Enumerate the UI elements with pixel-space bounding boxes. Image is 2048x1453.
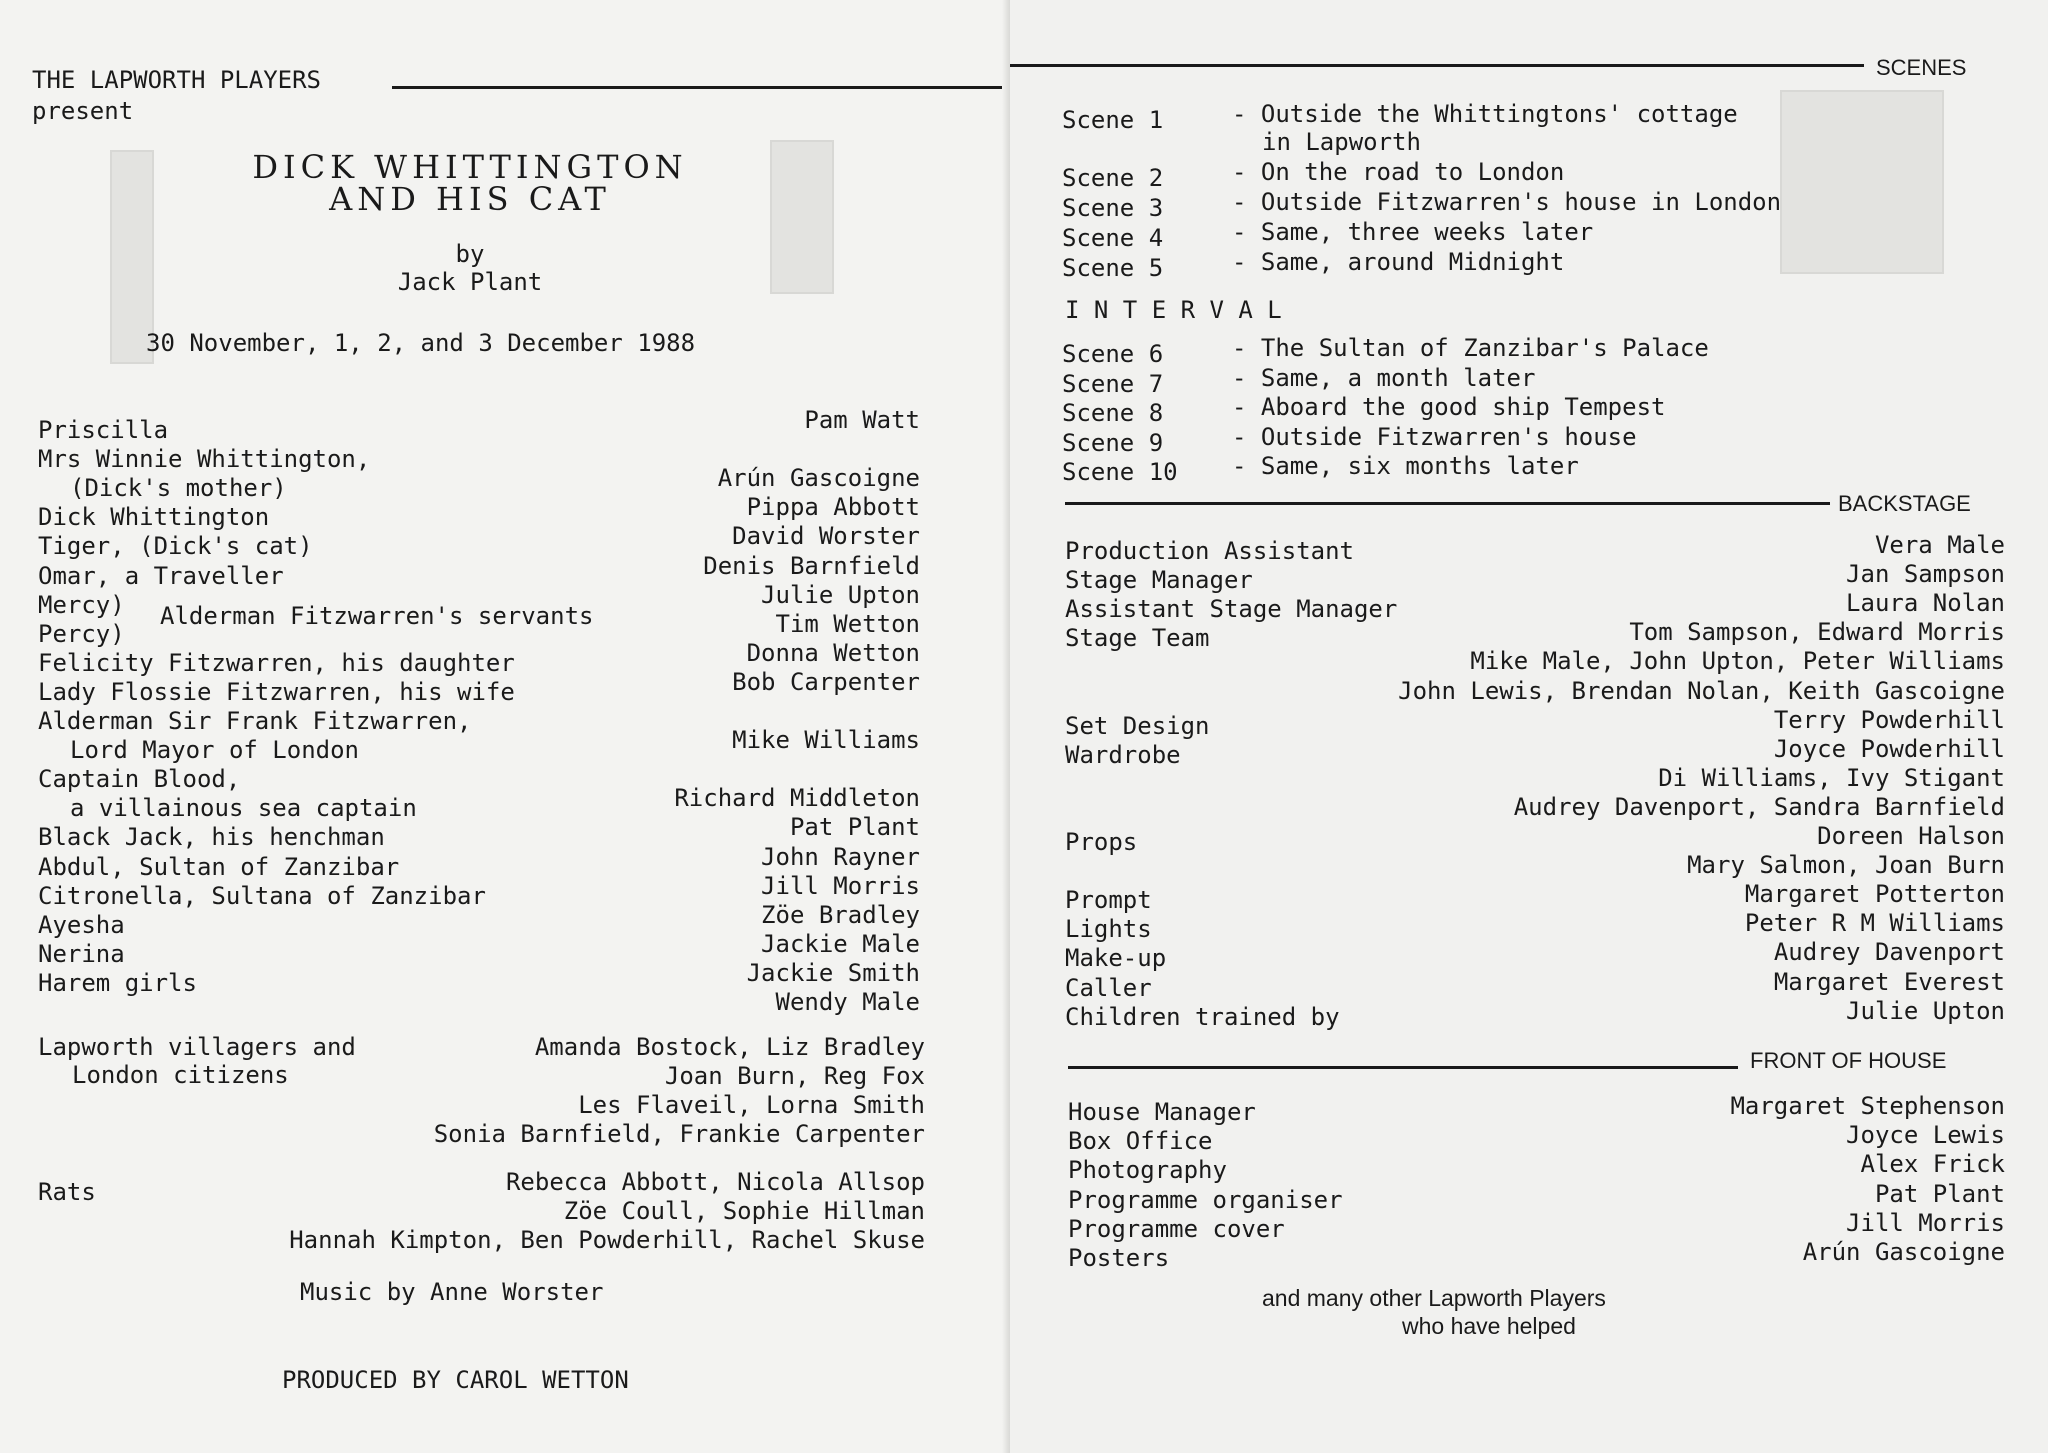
crew-names: Joyce Powderhill bbox=[1773, 734, 2005, 763]
crew-names: Julie Upton bbox=[1846, 996, 2005, 1025]
rats-label: Rats bbox=[38, 1178, 96, 1206]
crew-role: Stage Team bbox=[1065, 624, 1210, 653]
crew-names: John Lewis, Brendan Nolan, Keith Gascoigne bbox=[1398, 676, 2005, 705]
scene-label: Scene 1 bbox=[1062, 106, 1164, 134]
cast-actor: Pat Plant bbox=[789, 813, 920, 842]
scene-description: - Outside the Whittingtons' cottage bbox=[1232, 100, 1738, 128]
crew-role: Wardrobe bbox=[1065, 740, 1181, 769]
cast-role: Harem girls bbox=[38, 968, 197, 997]
scene-label: Scene 6 bbox=[1062, 340, 1164, 368]
company-name: THE LAPWORTH PLAYERS bbox=[32, 66, 321, 94]
cast-actor: Pippa Abbott bbox=[746, 493, 920, 522]
foh-names: Joyce Lewis bbox=[1846, 1121, 2005, 1150]
scene-label: Scene 10 bbox=[1062, 458, 1178, 486]
cast-actor: Jackie Male bbox=[761, 929, 920, 958]
cast-role: Felicity Fitzwarren, his daughter bbox=[38, 648, 515, 677]
crew-names: Di Williams, Ivy Stigant bbox=[1658, 763, 2005, 792]
scene-description: - On the road to London bbox=[1232, 158, 1565, 186]
crew-role: Assistant Stage Manager bbox=[1065, 595, 1398, 624]
foh-names: Margaret Stephenson bbox=[1730, 1092, 2005, 1120]
scene-label: Scene 7 bbox=[1062, 369, 1164, 398]
scene-description: - Same, a month later bbox=[1232, 363, 1536, 392]
scene-description: - Aboard the good ship Tempest bbox=[1232, 393, 1666, 421]
scene-description: - Outside Fitzwarren's house in London bbox=[1232, 188, 1782, 216]
scenes-header: SCENES bbox=[1876, 55, 1967, 80]
closing-line: who have helped bbox=[1402, 1313, 1576, 1339]
crew-role: Stage Manager bbox=[1065, 566, 1253, 595]
cast-actor: Bob Carpenter bbox=[732, 667, 920, 696]
cast-actor: Tim Wetton bbox=[775, 609, 920, 638]
crew-role: Set Design bbox=[1065, 711, 1210, 740]
crew-names: Vera Male bbox=[1874, 531, 2005, 559]
crew-names: Tom Sampson, Edward Morris bbox=[1629, 618, 2005, 647]
rat-names: Hannah Kimpton, Ben Powderhill, Rachel Skuse bbox=[289, 1226, 925, 1254]
crew-names: Peter R M Williams bbox=[1744, 909, 2005, 938]
crew-names: Margaret Potterton bbox=[1744, 880, 2005, 909]
cast-actor: Wendy Male bbox=[775, 988, 920, 1016]
villager-names: Joan Burn, Reg Fox bbox=[664, 1062, 925, 1090]
villagers-label: Lapworth villagers and bbox=[38, 1033, 356, 1061]
scene-label: Scene 9 bbox=[1062, 428, 1164, 457]
play-title-line2: AND HIS CAT bbox=[329, 180, 611, 218]
performance-dates: 30 November, 1, 2, and 3 December 1988 bbox=[146, 329, 696, 357]
front-of-house-header: FRONT OF HOUSE bbox=[1750, 1048, 1947, 1073]
cast-actor: Mike Williams bbox=[732, 726, 920, 755]
scene-description: - Outside Fitzwarren's house bbox=[1232, 422, 1637, 451]
cast-role: Citronella, Sultana of Zanzibar bbox=[38, 881, 486, 910]
scene-description: - Same, three weeks later bbox=[1232, 218, 1594, 246]
backstage-header: BACKSTAGE bbox=[1838, 491, 1971, 516]
foh-role: Photography bbox=[1068, 1156, 1227, 1185]
foh-names: Pat Plant bbox=[1874, 1179, 2005, 1208]
villager-names: Sonia Barnfield, Frankie Carpenter bbox=[433, 1120, 925, 1148]
cast-actor: Richard Middleton bbox=[674, 784, 920, 813]
cast-actor: Zöe Bradley bbox=[761, 900, 920, 929]
crew-names: Mike Male, John Upton, Peter Williams bbox=[1470, 647, 2005, 676]
cast-role: Mrs Winnie Whittington, bbox=[38, 445, 371, 474]
scene-label: Scene 3 bbox=[1062, 194, 1164, 222]
cast-role: Priscilla bbox=[38, 416, 169, 444]
cast-role: Abdul, Sultan of Zanzibar bbox=[38, 852, 400, 881]
interval-text: I N T E R V A L bbox=[1065, 296, 1282, 324]
cast-actor: Arún Gascoigne bbox=[717, 464, 920, 493]
cast-role: Ayesha bbox=[38, 910, 125, 939]
foh-names: Jill Morris bbox=[1846, 1208, 2005, 1237]
cast-role: Captain Blood, bbox=[38, 765, 241, 794]
rat-names: Zöe Coull, Sophie Hillman bbox=[563, 1197, 925, 1225]
crew-role: Children trained by bbox=[1065, 1002, 1340, 1031]
foh-role: Box Office bbox=[1068, 1127, 1213, 1156]
scene-label: Scene 2 bbox=[1062, 164, 1164, 192]
foh-role: Programme cover bbox=[1068, 1214, 1285, 1243]
cast-role: (Dick's mother) bbox=[70, 474, 287, 503]
producer-credit: PRODUCED BY CAROL WETTON bbox=[282, 1366, 629, 1394]
present-text: present bbox=[32, 97, 134, 125]
villagers-label: London citizens bbox=[72, 1061, 289, 1089]
cast-role: Lady Flossie Fitzwarren, his wife bbox=[38, 677, 515, 706]
cast-role: Mercy) bbox=[38, 590, 125, 619]
foh-role: Programme organiser bbox=[1068, 1185, 1343, 1214]
crew-role: Lights bbox=[1065, 915, 1152, 944]
cast-actor: John Rayner bbox=[761, 842, 920, 871]
author: Jack Plant bbox=[397, 268, 543, 296]
cast-actor: Denis Barnfield bbox=[703, 551, 920, 580]
scene-description: in Lapworth bbox=[1262, 128, 1421, 156]
cast-role: Black Jack, his henchman bbox=[38, 823, 385, 852]
crew-role: Prompt bbox=[1065, 886, 1152, 915]
scenes-rule bbox=[1010, 64, 1864, 67]
scene-label: Scene 8 bbox=[1062, 399, 1164, 427]
crew-names: Audrey Davenport, Sandra Barnfield bbox=[1513, 792, 2005, 821]
foh-role: House Manager bbox=[1068, 1098, 1256, 1126]
foh-role: Posters bbox=[1068, 1244, 1170, 1272]
cast-actor: Donna Wetton bbox=[746, 638, 920, 667]
crew-names: Terry Powderhill bbox=[1773, 705, 2005, 734]
cast-role: Percy) bbox=[38, 619, 125, 648]
cast-role: a villainous sea captain bbox=[70, 794, 417, 823]
crew-role: Make-up bbox=[1065, 944, 1167, 973]
foh-names: Arún Gascoigne bbox=[1802, 1238, 2005, 1266]
cast-role: Alderman Sir Frank Fitzwarren, bbox=[38, 707, 472, 735]
scene-description: - The Sultan of Zanzibar's Palace bbox=[1232, 334, 1709, 362]
scene-description: - Same, around Midnight bbox=[1232, 248, 1565, 276]
play-title-line1: DICK WHITTINGTON bbox=[252, 148, 688, 186]
crew-names: Laura Nolan bbox=[1846, 589, 2005, 618]
cast-actor: Julie Upton bbox=[761, 580, 920, 609]
servants-label: Alderman Fitzwarren's servants bbox=[160, 602, 594, 630]
crew-names: Margaret Everest bbox=[1773, 967, 2005, 996]
crew-role: Production Assistant bbox=[1065, 537, 1354, 565]
crew-names: Doreen Halson bbox=[1817, 822, 2005, 850]
crew-role: Caller bbox=[1065, 973, 1152, 1002]
scene-label: Scene 4 bbox=[1062, 224, 1164, 252]
header-rule bbox=[392, 86, 1010, 89]
scene-label: Scene 5 bbox=[1062, 254, 1164, 282]
left-page bbox=[0, 0, 1010, 1453]
villager-names: Les Flaveil, Lorna Smith bbox=[578, 1091, 925, 1119]
foh-rule bbox=[1068, 1066, 1738, 1069]
cast-role: Dick Whittington bbox=[38, 503, 270, 532]
scene-description: - Same, six months later bbox=[1232, 452, 1579, 480]
cast-actor: Jackie Smith bbox=[746, 958, 920, 987]
cast-role: Lord Mayor of London bbox=[70, 736, 359, 765]
crew-names: Jan Sampson bbox=[1846, 560, 2005, 589]
cast-actor: Pam Watt bbox=[804, 406, 920, 434]
foh-names: Alex Frick bbox=[1860, 1150, 2005, 1179]
backstage-rule bbox=[1065, 502, 1830, 505]
show-through-logo bbox=[1780, 90, 1944, 274]
cast-role: Tiger, (Dick's cat) bbox=[38, 532, 313, 561]
crew-role: Props bbox=[1065, 828, 1138, 856]
villager-names: Amanda Bostock, Liz Bradley bbox=[534, 1033, 925, 1061]
right-page bbox=[1010, 0, 2048, 1453]
closing-line: and many other Lapworth Players bbox=[1262, 1285, 1606, 1311]
crew-names: Mary Salmon, Joan Burn bbox=[1687, 851, 2005, 880]
cast-role: Nerina bbox=[38, 939, 125, 968]
by-text: by bbox=[455, 240, 485, 268]
cast-actor: David Worster bbox=[732, 522, 920, 551]
cast-role: Omar, a Traveller bbox=[38, 561, 284, 590]
rat-names: Rebecca Abbott, Nicola Allsop bbox=[505, 1168, 925, 1196]
crew-names: Audrey Davenport bbox=[1773, 938, 2005, 967]
cast-actor: Jill Morris bbox=[761, 871, 920, 900]
music-credit: Music by Anne Worster bbox=[300, 1278, 604, 1306]
